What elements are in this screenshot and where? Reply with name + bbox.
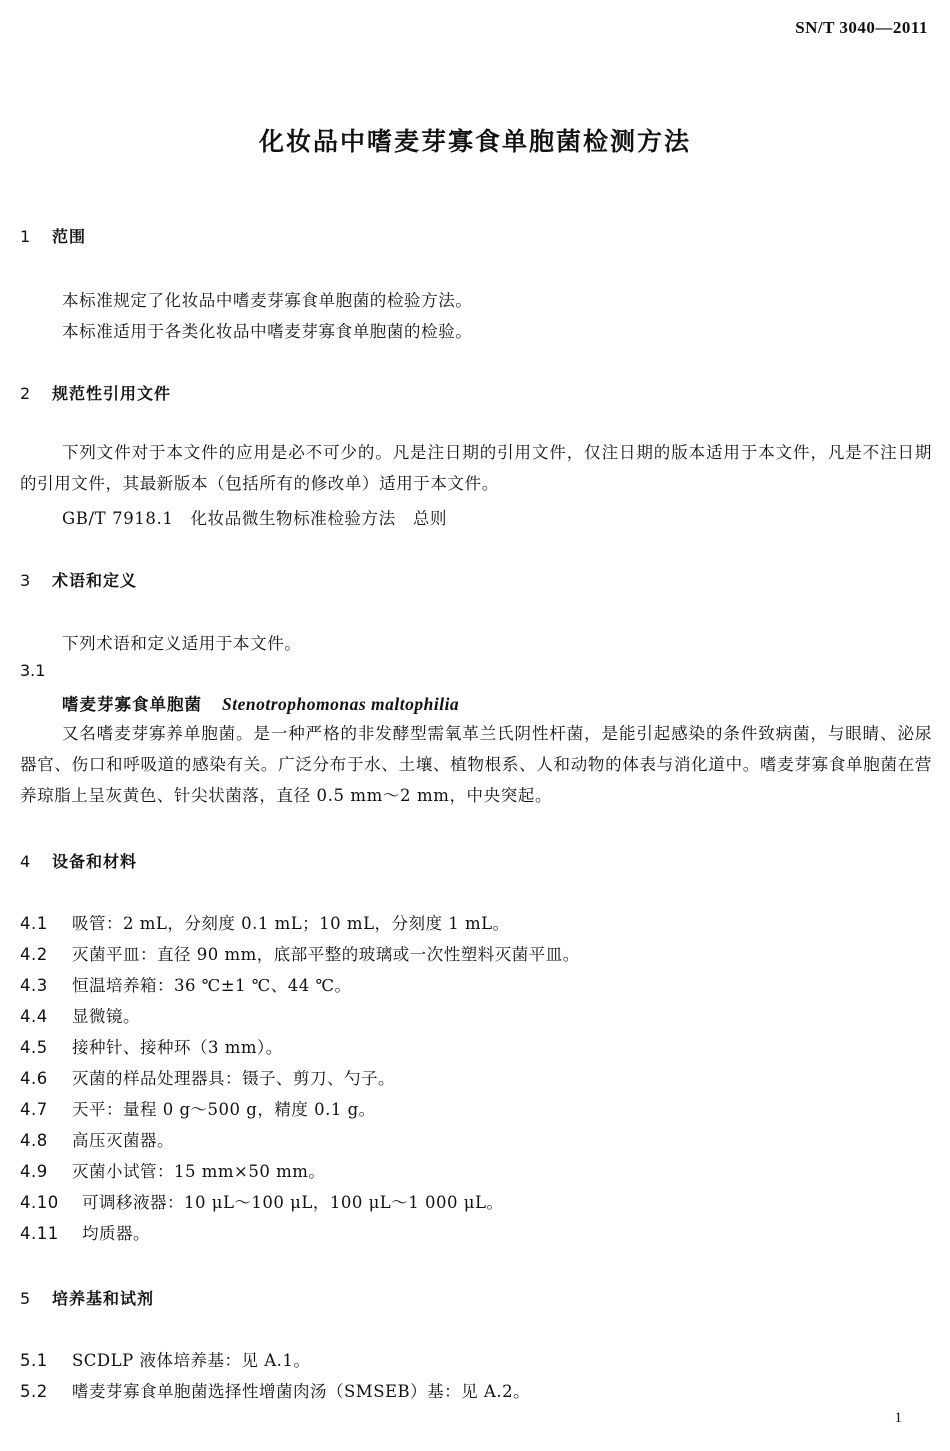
list-item (20, 941, 580, 965)
scope-paragraph-1: 本标准规定了化妆品中嗜麦芽寡食单胞菌的检验方法。 (62, 291, 473, 310)
standard-code: SN/T 3040—2011 (795, 18, 928, 37)
section-4-heading (20, 849, 137, 872)
term-entry (62, 691, 459, 715)
terms-intro: 下列术语和定义适用于本文件。 (62, 634, 302, 653)
scope-paragraph-2: 本标准适用于各类化妆品中嗜麦芽寡食单胞菌的检验。 (62, 322, 473, 341)
item-number: 4.9 (20, 1162, 48, 1181)
list-item (20, 1220, 150, 1244)
section-number: 5 (20, 1289, 32, 1308)
reference-gbt-7918-1: GB/T 7918.1 化妆品微生物标准检验方法 总则 (62, 509, 448, 528)
section-title: 培养基和试剂 (52, 1289, 155, 1308)
item-number: 4.1 (20, 914, 48, 933)
list-item (20, 1065, 395, 1089)
item-number: 4.5 (20, 1038, 48, 1057)
item-number: 5.2 (20, 1382, 48, 1401)
page-title: 化妆品中嗜麦芽寡食单胞菌检测方法 (258, 127, 691, 156)
item-text: SCDLP 液体培养基：见 A.1。 (72, 1351, 311, 1370)
item-text: 吸管：2 mL，分刻度 0.1 mL；10 mL，分刻度 1 mL。 (72, 914, 510, 933)
term-latin-name: Stenotrophomonas maltophilia (222, 694, 460, 714)
section-number: 1 (20, 227, 32, 246)
section-5-heading (20, 1286, 154, 1309)
item-text: 恒温培养箱：36 ℃±1 ℃、44 ℃。 (72, 976, 352, 995)
item-text: 灭菌平皿：直径 90 mm，底部平整的玻璃或一次性塑料灭菌平皿。 (72, 945, 580, 964)
list-item (20, 1347, 310, 1371)
section-number: 3 (20, 571, 32, 590)
list-item (20, 910, 510, 934)
term-chinese-name: 嗜麦芽寡食单胞菌 (62, 695, 202, 714)
section-1-heading (20, 224, 86, 247)
normative-references-paragraph: 下列文件对于本文件的应用是必不可少的。凡是注日期的引用文件，仅注日期的版本适用于本文件，凡是不注日期的引用文件，其最新版本（包括所有的修改单）适用于本文件。 (20, 443, 932, 493)
section-title: 范围 (52, 227, 87, 246)
item-number: 4.11 (20, 1224, 59, 1243)
item-text: 天平：量程 0 g～500 g，精度 0.1 g。 (72, 1100, 376, 1119)
item-text: 灭菌小试管：15 mm×50 mm。 (72, 1162, 326, 1181)
item-text: 高压灭菌器。 (72, 1131, 174, 1150)
item-number: 4.8 (20, 1131, 48, 1150)
item-number: 4.10 (20, 1193, 59, 1212)
list-item (20, 1127, 174, 1151)
section-2-heading (20, 381, 171, 404)
list-item (20, 1189, 503, 1213)
item-number: 5.1 (20, 1351, 48, 1370)
section-3-heading (20, 568, 137, 591)
list-item (20, 972, 351, 996)
section-title: 设备和材料 (52, 852, 138, 871)
page-number: 1 (894, 1410, 902, 1426)
item-text: 嗜麦芽寡食单胞菌选择性增菌肉汤（SMSEB）基：见 A.2。 (72, 1382, 531, 1401)
section-number: 4 (20, 852, 32, 871)
list-item (20, 1158, 325, 1182)
list-item (20, 1096, 376, 1120)
item-text: 灭菌的样品处理器具：镊子、剪刀、勺子。 (72, 1069, 395, 1088)
item-text: 显微镜。 (72, 1007, 140, 1026)
term-definition: 又名嗜麦芽寡养单胞菌。是一种严格的非发酵型需氧革兰氏阴性杆菌，是能引起感染的条件致病菌，与眼睛、泌尿器官、伤口和呼吸道的感染有关。广泛分布于水、土壤、植物根系、人和动物的体表与消化道中。嗜麦芽寡食单胞菌在营养琼脂上呈灰黄色、针尖状菌落，直径 0.5 mm～2 mm，中央突起。 (20, 724, 932, 805)
list-item (20, 1003, 140, 1027)
term-number: 3.1 (20, 661, 46, 680)
list-item (20, 1034, 283, 1058)
item-text: 均质器。 (82, 1224, 150, 1243)
item-number: 4.3 (20, 976, 48, 995)
item-number: 4.2 (20, 945, 48, 964)
section-title: 规范性引用文件 (52, 384, 172, 403)
item-number: 4.7 (20, 1100, 48, 1119)
section-title: 术语和定义 (52, 571, 138, 590)
item-number: 4.4 (20, 1007, 48, 1026)
list-item (20, 1378, 530, 1402)
item-text: 可调移液器：10 μL～100 μL，100 μL～1 000 μL。 (82, 1193, 504, 1212)
section-number: 2 (20, 384, 32, 403)
item-text: 接种针、接种环（3 mm）。 (72, 1038, 283, 1057)
item-number: 4.6 (20, 1069, 48, 1088)
